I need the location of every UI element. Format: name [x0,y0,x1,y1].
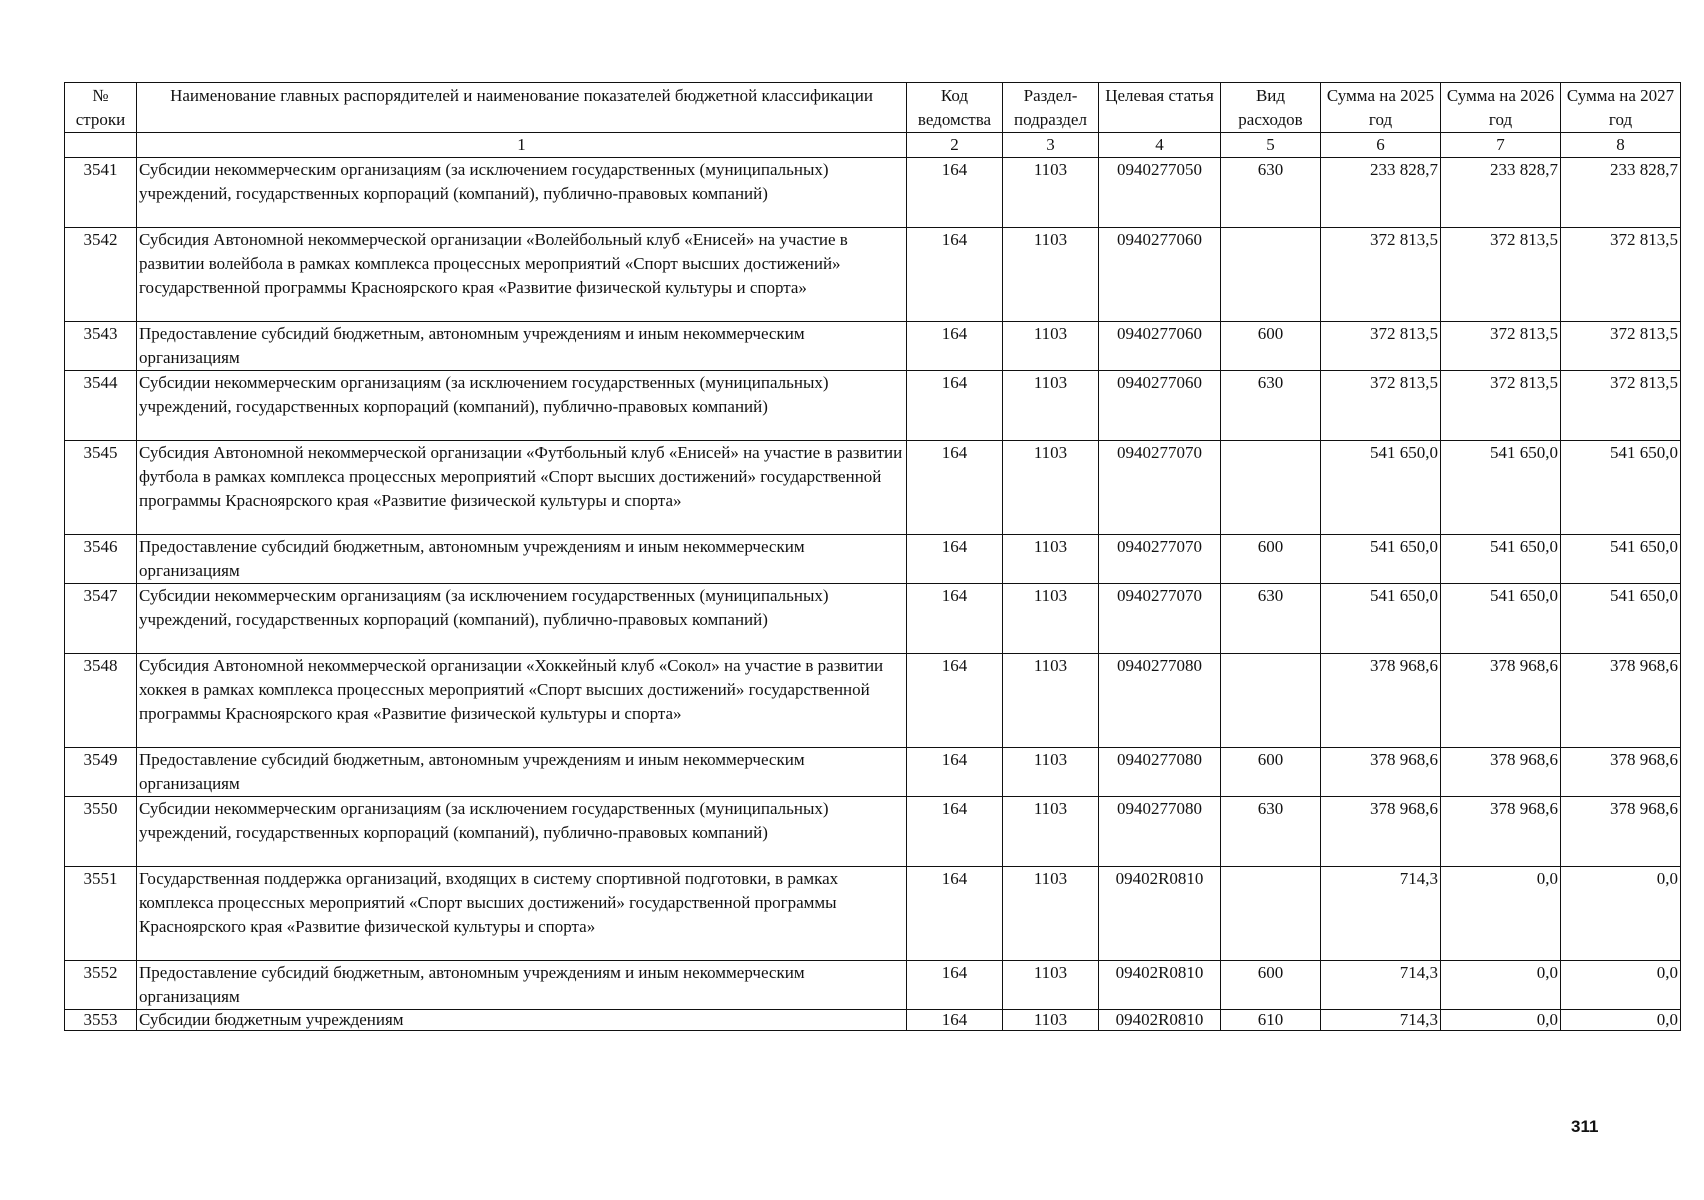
exp-type-cell [1221,654,1321,748]
sum-2025-cell: 378 968,6 [1321,797,1441,867]
exp-type-cell: 600 [1221,322,1321,371]
target-cell: 0940277060 [1099,228,1221,322]
name-cell: Субсидия Автономной некоммерческой организации «Волейбольный клуб «Енисей» на участие в развитии волейбола в рамках комплекса процессных мероприятий «Спорт высших достижений» государственной программы Красноярского края «Развитие физической культуры и спорта» [137,228,907,322]
sum-2027-cell: 0,0 [1561,961,1681,1010]
header-section: Раздел-подраздел [1003,83,1099,133]
section-cell: 1103 [1003,654,1099,748]
exp-type-cell: 630 [1221,797,1321,867]
row-number-cell: 3549 [65,748,137,797]
sum-2025-cell: 714,3 [1321,961,1441,1010]
name-cell: Предоставление субсидий бюджетным, автономным учреждениям и иным некоммерческим организациям [137,748,907,797]
sum-2026-cell: 378 968,6 [1441,748,1561,797]
table-row [65,1010,1681,1031]
sum-2025-cell: 372 813,5 [1321,228,1441,322]
sum-2026-cell: 372 813,5 [1441,228,1561,322]
target-cell: 09402R0810 [1099,1010,1221,1031]
section-cell: 1103 [1003,158,1099,228]
header-target: Целевая статья [1099,83,1221,133]
dept-code-cell: 164 [907,797,1003,867]
exp-type-cell: 630 [1221,158,1321,228]
sum-2027-cell: 541 650,0 [1561,584,1681,654]
sum-2026-cell: 378 968,6 [1441,654,1561,748]
column-number: 4 [1099,133,1221,158]
sum-2026-cell: 0,0 [1441,961,1561,1010]
sum-2027-cell: 0,0 [1561,867,1681,961]
header-sum-2025: Сумма на 2025 год [1321,83,1441,133]
sum-2025-cell: 541 650,0 [1321,441,1441,535]
row-number-cell: 3548 [65,654,137,748]
sum-2027-cell: 378 968,6 [1561,748,1681,797]
page-number: 311 [1571,1117,1599,1136]
dept-code-cell: 164 [907,584,1003,654]
column-number: 2 [907,133,1003,158]
sum-2026-cell: 372 813,5 [1441,371,1561,441]
sum-2025-cell: 378 968,6 [1321,654,1441,748]
target-cell: 09402R0810 [1099,961,1221,1010]
target-cell: 0940277080 [1099,654,1221,748]
target-cell: 0940277050 [1099,158,1221,228]
name-cell: Предоставление субсидий бюджетным, автономным учреждениям и иным некоммерческим организациям [137,535,907,584]
column-number: 7 [1441,133,1561,158]
name-cell: Субсидии некоммерческим организациям (за исключением государственных (муниципальных) учреждений, государственных корпораций (компаний), публично-правовых компаний) [137,584,907,654]
sum-2027-cell: 541 650,0 [1561,535,1681,584]
header-row-no: № строки [65,83,137,133]
sum-2027-cell: 378 968,6 [1561,797,1681,867]
sum-2025-cell: 372 813,5 [1321,371,1441,441]
name-cell: Предоставление субсидий бюджетным, автономным учреждениям и иным некоммерческим организациям [137,961,907,1010]
section-cell: 1103 [1003,441,1099,535]
table-row [65,441,1681,535]
column-number: 8 [1561,133,1681,158]
name-cell: Государственная поддержка организаций, входящих в систему спортивной подготовки, в рамках комплекса процессных мероприятий «Спорт высших достижений» государственной программы Красноярского края «Развитие физической культуры и спорта» [137,867,907,961]
dept-code-cell: 164 [907,322,1003,371]
sum-2026-cell: 0,0 [1441,867,1561,961]
table-row [65,748,1681,797]
row-number-cell: 3545 [65,441,137,535]
sum-2025-cell: 714,3 [1321,867,1441,961]
sum-2025-cell: 372 813,5 [1321,322,1441,371]
sum-2027-cell: 541 650,0 [1561,441,1681,535]
row-number-cell: 3551 [65,867,137,961]
exp-type-cell: 630 [1221,371,1321,441]
exp-type-cell: 600 [1221,748,1321,797]
section-cell: 1103 [1003,867,1099,961]
header-exp-type: Вид расходов [1221,83,1321,133]
sum-2026-cell: 233 828,7 [1441,158,1561,228]
target-cell: 0940277060 [1099,371,1221,441]
section-cell: 1103 [1003,584,1099,654]
table-row [65,654,1681,748]
dept-code-cell: 164 [907,228,1003,322]
header-sum-2027: Сумма на 2027 год [1561,83,1681,133]
sum-2026-cell: 378 968,6 [1441,797,1561,867]
dept-code-cell: 164 [907,654,1003,748]
target-cell: 09402R0810 [1099,867,1221,961]
sum-2025-cell: 714,3 [1321,1010,1441,1031]
dept-code-cell: 164 [907,441,1003,535]
row-number-cell: 3541 [65,158,137,228]
section-cell: 1103 [1003,748,1099,797]
section-cell: 1103 [1003,322,1099,371]
table-row [65,797,1681,867]
sum-2025-cell: 233 828,7 [1321,158,1441,228]
header-name: Наименование главных распорядителей и наименование показателей бюджетной классификации [137,83,907,133]
sum-2026-cell: 541 650,0 [1441,441,1561,535]
column-number: 1 [137,133,907,158]
row-number-cell: 3544 [65,371,137,441]
sum-2027-cell: 233 828,7 [1561,158,1681,228]
name-cell: Субсидии бюджетным учреждениям [137,1010,907,1031]
exp-type-cell: 600 [1221,961,1321,1010]
sum-2027-cell: 372 813,5 [1561,322,1681,371]
row-number-cell: 3543 [65,322,137,371]
section-cell: 1103 [1003,371,1099,441]
table-row [65,158,1681,228]
budget-table [64,82,1681,1031]
table-row [65,867,1681,961]
row-number-cell: 3547 [65,584,137,654]
exp-type-cell: 610 [1221,1010,1321,1031]
header-dept-code: Код ведомства [907,83,1003,133]
sum-2026-cell: 0,0 [1441,1010,1561,1031]
table-row [65,961,1681,1010]
target-cell: 0940277070 [1099,441,1221,535]
row-number-cell: 3542 [65,228,137,322]
dept-code-cell: 164 [907,748,1003,797]
dept-code-cell: 164 [907,158,1003,228]
column-number: 5 [1221,133,1321,158]
sum-2025-cell: 541 650,0 [1321,535,1441,584]
sum-2027-cell: 0,0 [1561,1010,1681,1031]
sum-2026-cell: 541 650,0 [1441,584,1561,654]
row-number-cell: 3552 [65,961,137,1010]
name-cell: Субсидии некоммерческим организациям (за исключением государственных (муниципальных) учреждений, государственных корпораций (компаний), публично-правовых компаний) [137,797,907,867]
table-row [65,584,1681,654]
exp-type-cell: 630 [1221,584,1321,654]
dept-code-cell: 164 [907,867,1003,961]
section-cell: 1103 [1003,797,1099,867]
row-number-cell: 3546 [65,535,137,584]
column-number-row [65,133,1681,158]
name-cell: Субсидии некоммерческим организациям (за исключением государственных (муниципальных) учреждений, государственных корпораций (компаний), публично-правовых компаний) [137,371,907,441]
exp-type-cell: 600 [1221,535,1321,584]
table-row [65,371,1681,441]
target-cell: 0940277080 [1099,748,1221,797]
column-number [65,133,137,158]
section-cell: 1103 [1003,961,1099,1010]
header-row [65,83,1681,133]
name-cell: Субсидия Автономной некоммерческой организации «Хоккейный клуб «Сокол» на участие в развитии хоккея в рамках комплекса процессных мероприятий «Спорт высших достижений» государственной программы Красноярского края «Развитие физической культуры и спорта» [137,654,907,748]
sum-2026-cell: 372 813,5 [1441,322,1561,371]
dept-code-cell: 164 [907,535,1003,584]
header-sum-2026: Сумма на 2026 год [1441,83,1561,133]
target-cell: 0940277080 [1099,797,1221,867]
exp-type-cell [1221,228,1321,322]
section-cell: 1103 [1003,1010,1099,1031]
dept-code-cell: 164 [907,371,1003,441]
table-row [65,228,1681,322]
name-cell: Предоставление субсидий бюджетным, автономным учреждениям и иным некоммерческим организациям [137,322,907,371]
table-row [65,535,1681,584]
sum-2025-cell: 378 968,6 [1321,748,1441,797]
section-cell: 1103 [1003,228,1099,322]
column-number: 6 [1321,133,1441,158]
sum-2026-cell: 541 650,0 [1441,535,1561,584]
column-number: 3 [1003,133,1099,158]
exp-type-cell [1221,441,1321,535]
row-number-cell: 3553 [65,1010,137,1031]
sum-2027-cell: 372 813,5 [1561,228,1681,322]
section-cell: 1103 [1003,535,1099,584]
table-row [65,322,1681,371]
name-cell: Субсидия Автономной некоммерческой организации «Футбольный клуб «Енисей» на участие в развитии футбола в рамках комплекса процессных мероприятий «Спорт высших достижений» государственной программы Красноярского края «Развитие физической культуры и спорта» [137,441,907,535]
target-cell: 0940277070 [1099,584,1221,654]
target-cell: 0940277060 [1099,322,1221,371]
target-cell: 0940277070 [1099,535,1221,584]
dept-code-cell: 164 [907,961,1003,1010]
exp-type-cell [1221,867,1321,961]
row-number-cell: 3550 [65,797,137,867]
name-cell: Субсидии некоммерческим организациям (за исключением государственных (муниципальных) учреждений, государственных корпораций (компаний), публично-правовых компаний) [137,158,907,228]
sum-2025-cell: 541 650,0 [1321,584,1441,654]
sum-2027-cell: 372 813,5 [1561,371,1681,441]
sum-2027-cell: 378 968,6 [1561,654,1681,748]
table-body [65,158,1681,1031]
dept-code-cell: 164 [907,1010,1003,1031]
